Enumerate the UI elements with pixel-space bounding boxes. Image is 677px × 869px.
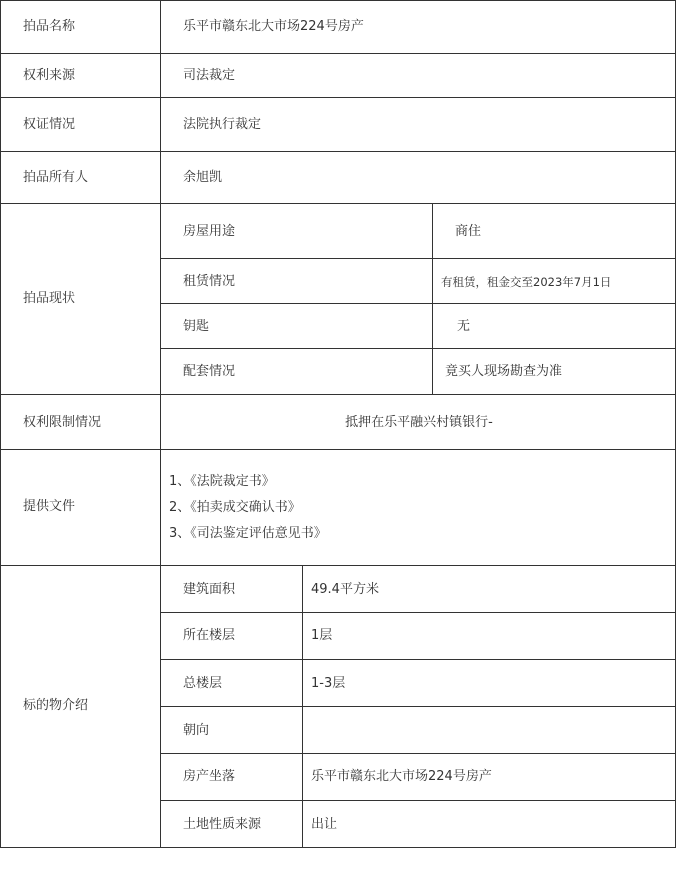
keys-value: 无 [457, 319, 471, 334]
subject-label: 标的物介绍 [23, 698, 89, 713]
orientation-label: 朝向 [183, 723, 210, 738]
row-divider [0, 151, 676, 152]
sub-row-divider [160, 800, 676, 801]
table-border-top [0, 0, 676, 1]
sub-row-divider [160, 753, 676, 754]
rights-source-value: 司法裁定 [183, 68, 236, 83]
sub-row-divider [160, 659, 676, 660]
certificate-label: 权证情况 [23, 117, 76, 132]
label-column-divider [160, 0, 161, 848]
lot-name-value: 乐平市赣东北大市场224号房产 [183, 19, 364, 34]
area-label: 建筑面积 [183, 582, 236, 597]
row-divider [0, 97, 676, 98]
subject-column-divider [302, 565, 303, 848]
table-border-right [675, 0, 676, 848]
land-source-value: 出让 [311, 817, 338, 832]
land-source-label: 土地性质来源 [183, 817, 262, 832]
sub-row-divider [160, 348, 676, 349]
lease-value: 有租赁，租金交至2023年7月1日 [441, 275, 612, 289]
status-column-divider [432, 203, 433, 394]
document-item: 2、《拍卖成交确认书》 [169, 500, 301, 515]
row-divider [0, 203, 676, 204]
rights-source-label: 权利来源 [23, 68, 76, 83]
restriction-label: 权利限制情况 [23, 415, 102, 430]
usage-value: 商住 [455, 224, 482, 239]
sub-row-divider [160, 258, 676, 259]
keys-label: 钥匙 [183, 319, 210, 334]
status-label: 拍品现状 [23, 291, 76, 306]
sub-row-divider [160, 706, 676, 707]
document-item: 3、《司法鉴定评估意见书》 [169, 526, 327, 541]
area-value: 49.4平方米 [311, 582, 379, 597]
row-divider [0, 449, 676, 450]
sub-row-divider [160, 612, 676, 613]
facilities-value: 竟买人现场勘查为准 [445, 364, 563, 379]
floor-value: 1层 [311, 628, 333, 643]
location-label: 房产坐落 [183, 769, 236, 784]
table-border-left [0, 0, 1, 848]
row-divider [0, 565, 676, 566]
lease-label: 租赁情况 [183, 274, 236, 289]
lot-name-label: 拍品名称 [23, 19, 76, 34]
floor-label: 所在楼层 [183, 628, 236, 643]
sub-row-divider [160, 303, 676, 304]
location-value: 乐平市赣东北大市场224号房产 [311, 769, 492, 784]
table-border-bottom [0, 847, 676, 848]
owner-value: 余旭凯 [183, 170, 223, 185]
owner-label: 拍品所有人 [23, 170, 89, 185]
row-divider [0, 53, 676, 54]
total-floors-label: 总楼层 [183, 676, 223, 691]
total-floors-value: 1-3层 [311, 676, 346, 691]
facilities-label: 配套情况 [183, 364, 236, 379]
row-divider [0, 394, 676, 395]
documents-label: 提供文件 [23, 499, 76, 514]
restriction-value: 抵押在乐平融兴村镇银行- [345, 415, 493, 430]
certificate-value: 法院执行裁定 [183, 117, 262, 132]
document-item: 1、《法院裁定书》 [169, 474, 275, 489]
usage-label: 房屋用途 [183, 224, 236, 239]
